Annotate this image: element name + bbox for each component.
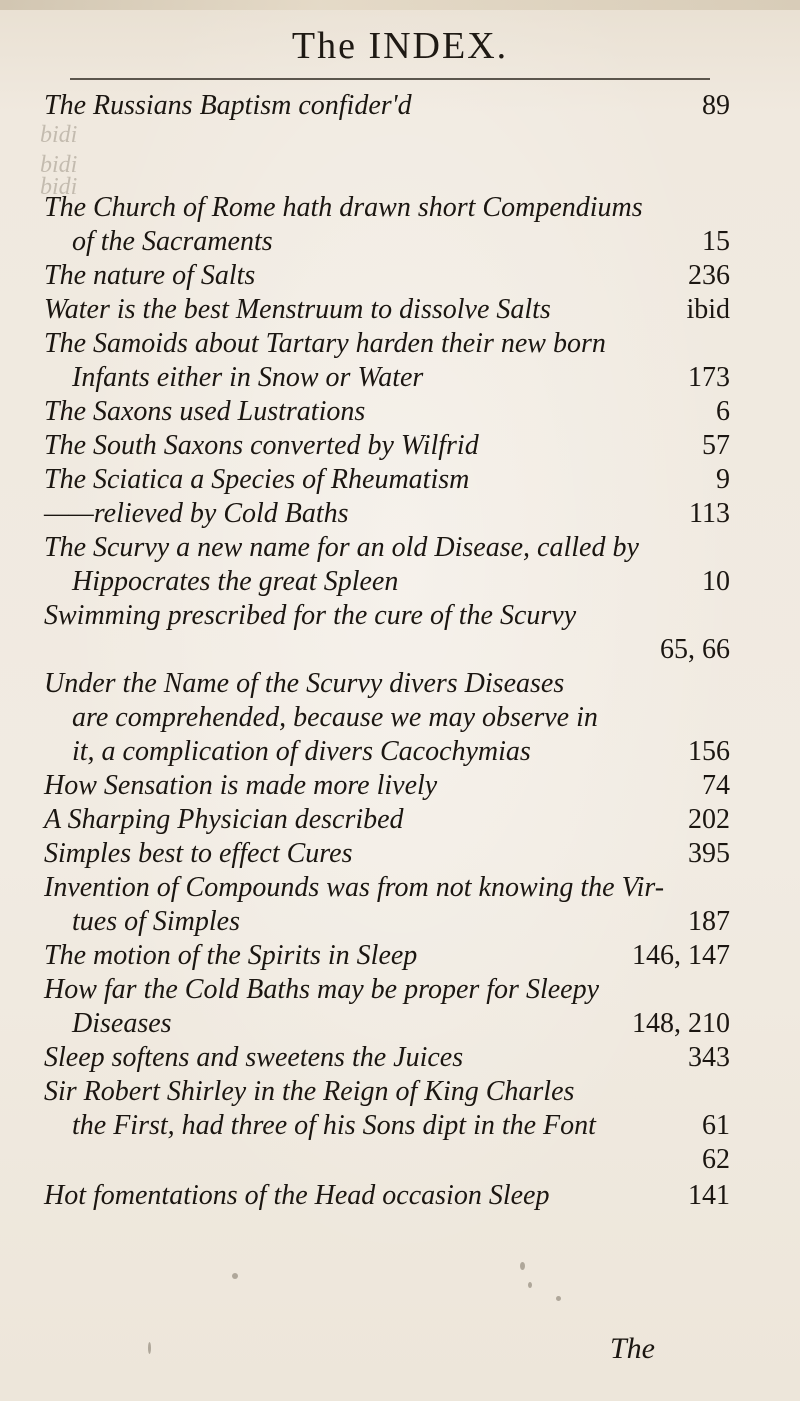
index-entry <box>0 86 800 126</box>
entry-page: 202 <box>688 804 730 835</box>
entry-text: are comprehended, because we may observe in <box>72 702 598 733</box>
entry-text: The Saxons used Lustrations <box>44 396 366 427</box>
paper-speck <box>528 1282 532 1288</box>
entry-page: 187 <box>688 906 730 937</box>
entry-page: 61 <box>702 1110 730 1141</box>
entry-text: Sleep softens and sweetens the Juices <box>44 1042 464 1073</box>
paper-speck <box>520 1262 525 1270</box>
entry-text: Hot fomentations of the Head occasion Sleep <box>44 1180 550 1211</box>
entry-text: the First, had three of his Sons dipt in the Font <box>72 1110 596 1141</box>
entry-text: The Scurvy a new name for an old Disease, called by <box>44 532 639 563</box>
entry-text: A Sharping Physician described <box>44 804 404 835</box>
entry-page: 6 <box>716 396 730 427</box>
entry-text: of the Sacraments <box>72 226 273 257</box>
entry-text: How Sensation is made more lively <box>44 770 438 801</box>
running-head: The INDEX. <box>291 25 509 67</box>
entry-page: 156 <box>688 736 730 767</box>
catchword: The <box>610 1332 655 1365</box>
entry-page: 113 <box>689 498 730 529</box>
entry-page: 57 <box>702 430 730 461</box>
entry-text: it, a complication of divers Cacochymias <box>72 736 531 767</box>
entry-text: Hippocrates the great Spleen <box>72 566 399 597</box>
entry-text: The nature of Salts <box>44 260 256 291</box>
entry-page: 148, 210 <box>632 1008 730 1039</box>
paper-speck <box>148 1342 151 1354</box>
entry-text: Water is the best Menstruum to dissolve Salts <box>44 294 551 325</box>
entry-text: The South Saxons converted by Wilfrid <box>44 430 479 461</box>
entry-text: The Sciatica a Species of Rheumatism <box>44 464 470 495</box>
entry-page: ibid <box>686 294 730 325</box>
bleed-through-text: bidi <box>40 152 78 178</box>
entry-page: 62 <box>702 1144 730 1175</box>
entry-page: 74 <box>702 770 730 801</box>
entry-text: Simples best to effect Cures <box>44 838 353 869</box>
entry-page: 395 <box>688 838 730 869</box>
entry-text: Invention of Compounds was from not knowing the Vir- <box>44 872 665 903</box>
entry-text: The Church of Rome hath drawn short Compendiums <box>44 192 643 223</box>
entry-page: 65, 66 <box>660 634 730 665</box>
index-entry <box>0 1176 800 1216</box>
entry-page: 9 <box>716 464 730 495</box>
index-entry <box>0 1140 800 1180</box>
entry-text: The Samoids about Tartary harden their new born <box>44 328 606 359</box>
entry-text: ——relieved by Cold Baths <box>44 498 349 529</box>
entry-page: 141 <box>688 1180 730 1211</box>
entry-page: 146, 147 <box>632 940 730 971</box>
entry-page: 89 <box>702 90 730 121</box>
entry-text: Swimming prescribed for the cure of the Scurvy <box>44 600 577 631</box>
entry-text: Infants either in Snow or Water <box>72 362 424 393</box>
entry-text: The motion of the Spirits in Sleep <box>44 940 418 971</box>
bleed-through-text: bidi <box>40 174 78 200</box>
entry-text: Diseases <box>72 1008 172 1039</box>
entry-text: How far the Cold Baths may be proper for Sleepy <box>44 974 600 1005</box>
paper-speck <box>232 1273 238 1279</box>
paper-speck <box>556 1296 561 1301</box>
entry-page: 10 <box>702 566 730 597</box>
entry-page: 15 <box>702 226 730 257</box>
entry-text: The Russians Baptism confider'd <box>44 90 412 121</box>
bleed-through-text: bidi <box>40 122 78 148</box>
entry-page: 236 <box>688 260 730 291</box>
entry-page: 173 <box>688 362 730 393</box>
entry-text: tues of Simples <box>72 906 240 937</box>
entry-page: 343 <box>688 1042 730 1073</box>
entry-text: Sir Robert Shirley in the Reign of King Charles <box>44 1076 575 1107</box>
entry-text: Under the Name of the Scurvy divers Diseases <box>44 668 565 699</box>
